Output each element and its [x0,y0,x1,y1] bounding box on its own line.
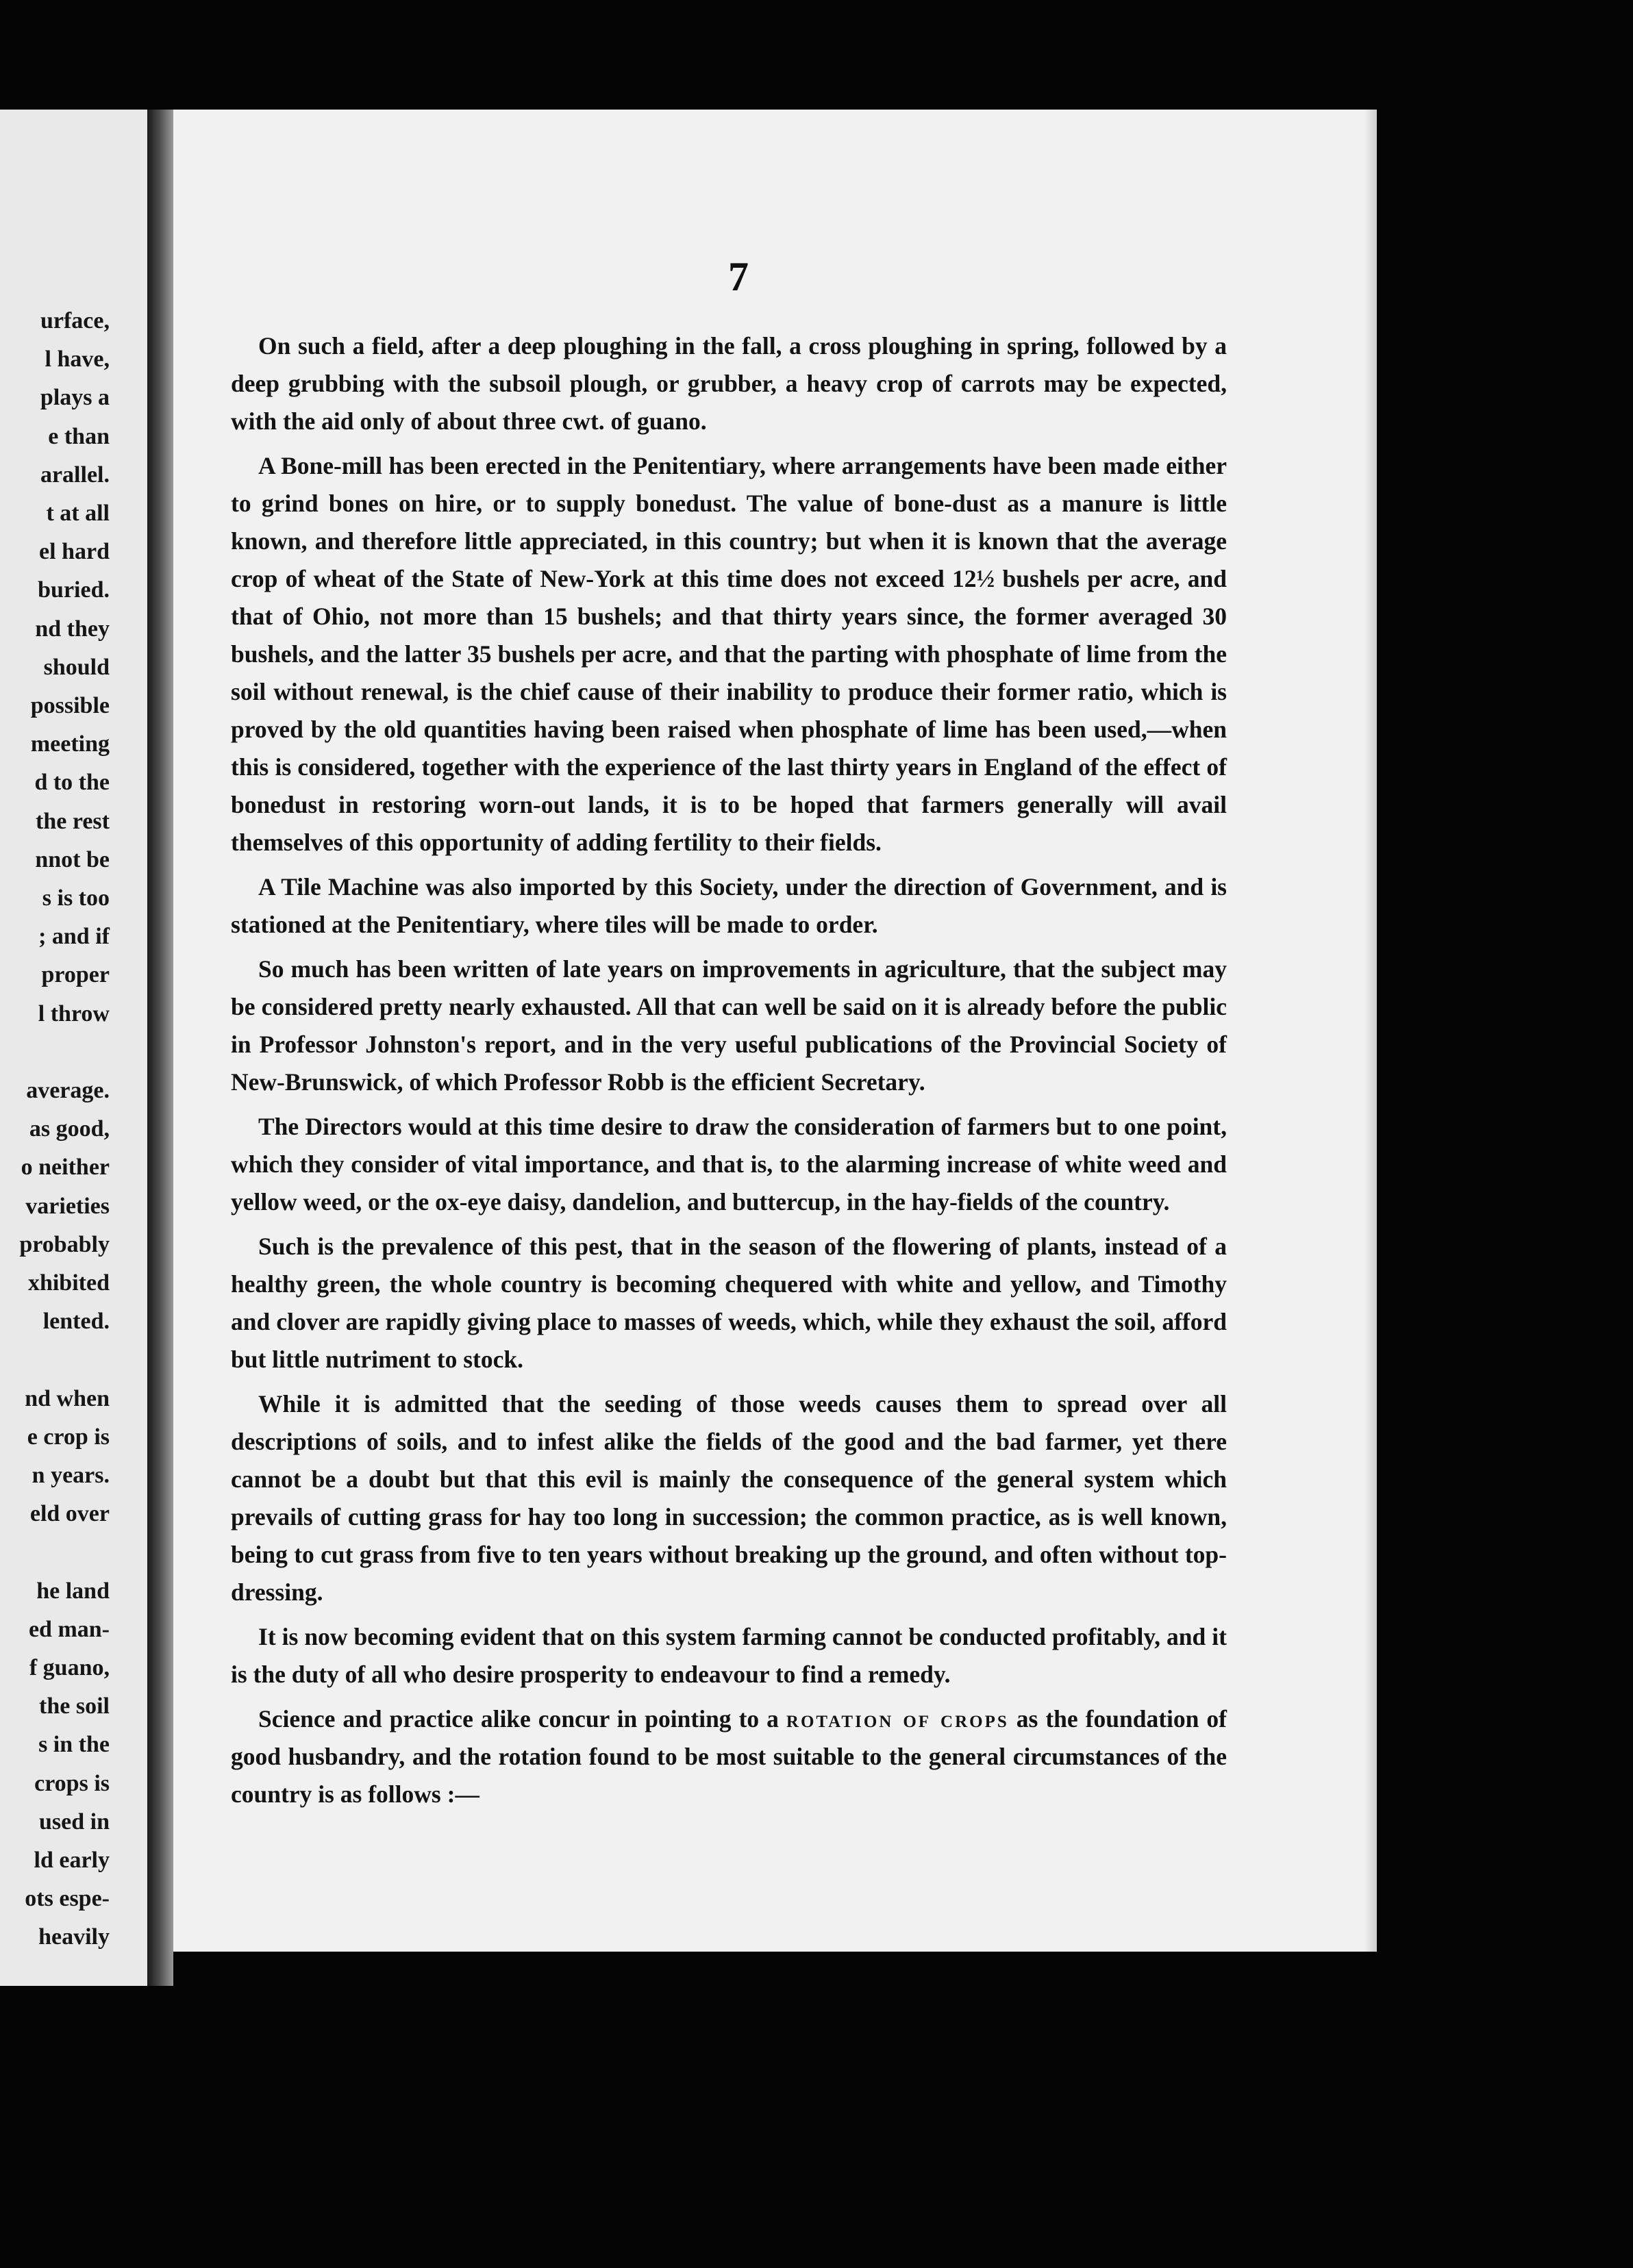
paragraph: It is now becoming evident that on this system farming cannot be conducted profitably, and it is the duty of all who desire prosperity to endeavour to find a remedy. [231,1623,1227,1688]
left-page-fragment: el hard [39,539,110,565]
left-page-fragment: proper [41,962,110,988]
paragraph: While it is admitted that the seeding of those weeds causes them to spread over all descriptions of soils, and to infest alike the fields of the good and the bad farmer, yet there cannot be a doubt but that this evil is mainly the consequence of the general system which prevails of cutting grass for hay too long in succession; the common practice, as is well known, being to cut grass from five to ten years without breaking up the ground, and often without top-dressing. [231,1390,1227,1606]
left-page-fragment: e crop is [27,1424,110,1450]
left-page-fragment: meeting [30,731,110,757]
left-page-fragment: l have, [45,346,110,373]
left-page-fragment: nd when [25,1385,110,1411]
left-page-fragment: e than [48,423,110,449]
paragraph-rotation [231,1700,1227,1813]
paragraph: So much has been written of late years on improvements in agriculture, that the subject may be considered pretty nearly exhausted. All that can well be said on it is already before the public in Professor Johnston's report, and in the very useful publications of the Provincial Society of New-Brunswick, of which Professor Robb is the efficient Secretary. [231,955,1227,1096]
left-page-fragment: nd they [35,616,110,642]
left-page-fragment: lented. [42,1309,110,1335]
left-page-fragment: ed man- [28,1616,110,1642]
left-page-fragment: should [43,654,110,680]
left-page-fragment: plays a [40,385,110,411]
left-page-fragment: crops is [34,1770,110,1796]
right-page [173,110,1377,1952]
left-page-fragment: the soil [39,1693,110,1719]
left-page-fragment: used in [39,1809,110,1835]
left-page-fragment: ots espe- [25,1886,110,1912]
left-page-fragment: the rest [36,808,110,834]
body-text [231,327,1227,1820]
left-page-fragment: as good, [29,1116,110,1142]
left-page-fragment: n years. [32,1463,110,1488]
paragraph: Such is the prevalence of this pest, that in the season of the flowering of plants, instead of a healthy green, the whole country is becoming chequered with white and yellow, and Timothy and clover are rapidly giving place to masses of weeds, which, while they exhaust the soil, afford but little nutriment to stock. [231,1233,1227,1373]
paragraph: The Directors would at this time desire to draw the consideration of farmers but to one point, which they consider of vital importance, and that is, to the alarming increase of white weed and yellow weed, or the ox-eye daisy, dandelion, and buttercup, in the hay-fields of the country. [231,1113,1227,1215]
left-page-fragment: average. [26,1078,110,1103]
left-page-fragment: buried. [38,577,110,603]
left-page-fragment: l throw [38,1000,110,1026]
left-page-fragment: f guano, [29,1655,110,1680]
book-gutter [147,110,173,1986]
left-page-fragment: heavily [38,1924,110,1950]
left-page-fragment: ld early [34,1848,110,1873]
paragraph: On such a field, after a deep ploughing in the fall, a cross ploughing in spring, followed by a deep grubbing with the subsoil plough, or grubber, a heavy crop of carrots may be expected, with the aid only of about three cwt. of guano. [231,332,1227,435]
left-page-fragment: t at all [46,501,110,526]
rotation-of-crops-smallcaps: rotation of crops [786,1705,1009,1732]
left-page-edge [0,110,147,1986]
left-page-fragment: urface, [40,308,110,333]
left-page-fragment: he land [36,1578,110,1604]
left-page-fragment: probably [19,1231,110,1257]
left-page-fragment: nnot be [35,846,110,872]
left-page-fragment: xhibited [27,1270,110,1296]
left-page-fragment: o neither [21,1155,110,1181]
page-number: 7 [728,254,749,299]
paragraph: A Bone-mill has been erected in the Penitentiary, where arrangements have been made either to grind bones on hire, or to supply bonedust. The value of bone-dust as a manure is little known, and therefore little appreciated, in this country; but when it is known that the average crop of wheat of the State of New-York at this time does not exceed 12½ bushels per acre, and that of Ohio, not more than 15 bushels; and that thirty years since, the former averaged 30 bushels, and the latter 35 bushels per acre, and that the parting with phosphate of lime from the soil without renewal, is the chief cause of their inability to produce their former ratio, which is proved by the old quantities having been raised when phosphate of lime has been used,—when this is considered, together with the experience of the last thirty years in England of the effect of bonedust in restoring worn-out lands, it is to be hoped that farmers generally will avail themselves of this opportunity of adding fertility to their fields. [231,452,1227,856]
paragraph: A Tile Machine was also imported by this Society, under the direction of Government, and is stationed at the Penitentiary, where tiles will be made to order. [231,873,1227,938]
left-page-fragment: varieties [25,1193,110,1219]
left-page-fragment: ; and if [38,924,110,950]
left-page-fragment: s is too [42,885,110,911]
rotation-text-after: as the foundation of good husbandry, and the rotation found to be most suitable to the general circumstances of the country is as follows :— [231,1705,1227,1808]
left-page-fragment: arallel. [40,462,110,488]
left-page-fragment: eld over [29,1501,110,1527]
left-page-fragment: possible [30,693,110,718]
page-edge-shadow [1364,110,1377,1952]
left-page-fragment: d to the [34,770,110,796]
left-page-fragment: s in the [38,1732,110,1758]
rotation-text-before: Science and practice alike concur in pointing to a [258,1705,786,1732]
